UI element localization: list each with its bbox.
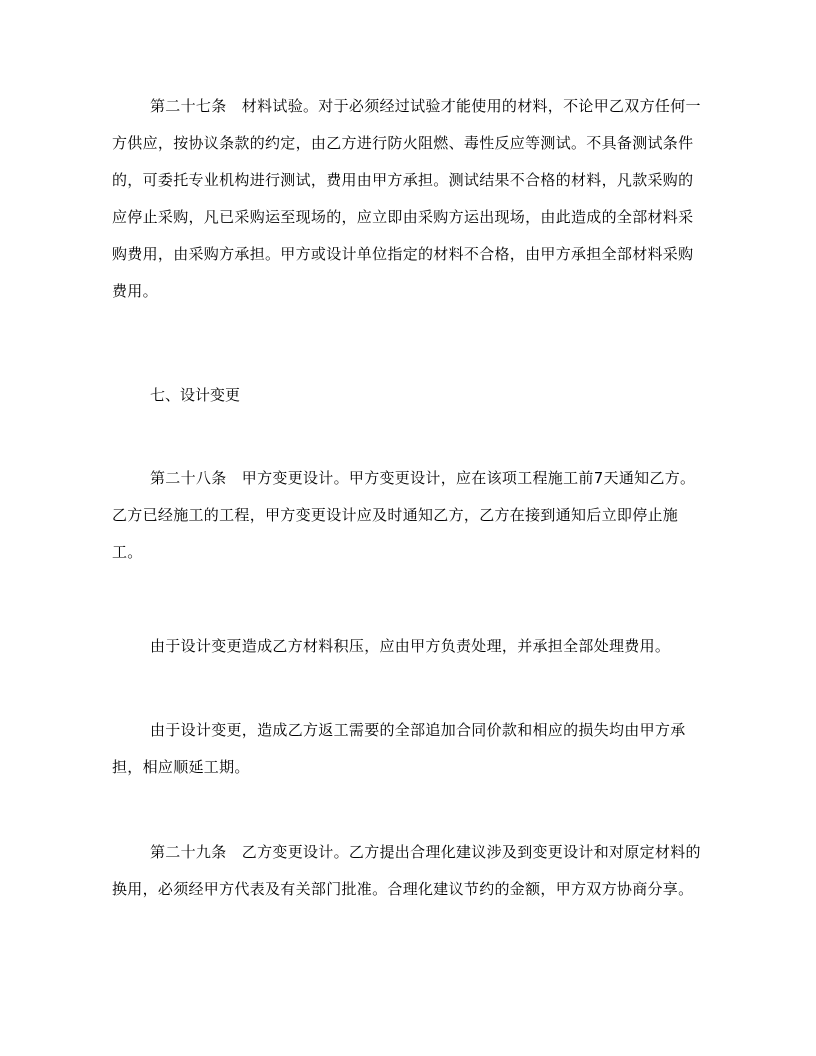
article-29-paragraph: 第二十九条 乙方变更设计。乙方提出合理化建议涉及到变更设计和对原定材料的换用，必须经甲方代表及有关部门批准。合理化建议节约的金额，甲方双方协商分享。	[112, 843, 701, 898]
article-28-paragraph-2: 由于设计变更造成乙方材料积压，应由甲方负责处理，并承担全部处理费用。	[150, 637, 671, 655]
article-27-paragraph: 第二十七条 材料试验。对于必须经过试验才能使用的材料，不论甲乙双方任何一方供应，按协议条款的约定，由乙方进行防火阻燃、毒性反应等测试。不具备测试条件的，可委托专业机构进行测试，费用由甲方承担。测试结果不合格的材料，凡款采购的应停止采购，凡已采购运至现场的，应立即由采购方运出现场，由此造成的全部材料采购费用，由采购方承担。甲方或设计单位指定的材料不合格，由甲方承担全部材料采购费用。	[112, 97, 701, 300]
article-28-paragraph-3: 由于设计变更，造成乙方返工需要的全部追加合同价款和相应的损失均由甲方承担，相应顺延工期。	[112, 721, 686, 776]
section-7-heading: 七、设计变更	[150, 386, 241, 404]
article-28-paragraph: 第二十八条 甲方变更设计。甲方变更设计，应在该项工程施工前7天通知乙方。乙方已经施工的工程，甲方变更设计应及时通知乙方，乙方在接到通知后立即停止施工。	[112, 469, 696, 561]
